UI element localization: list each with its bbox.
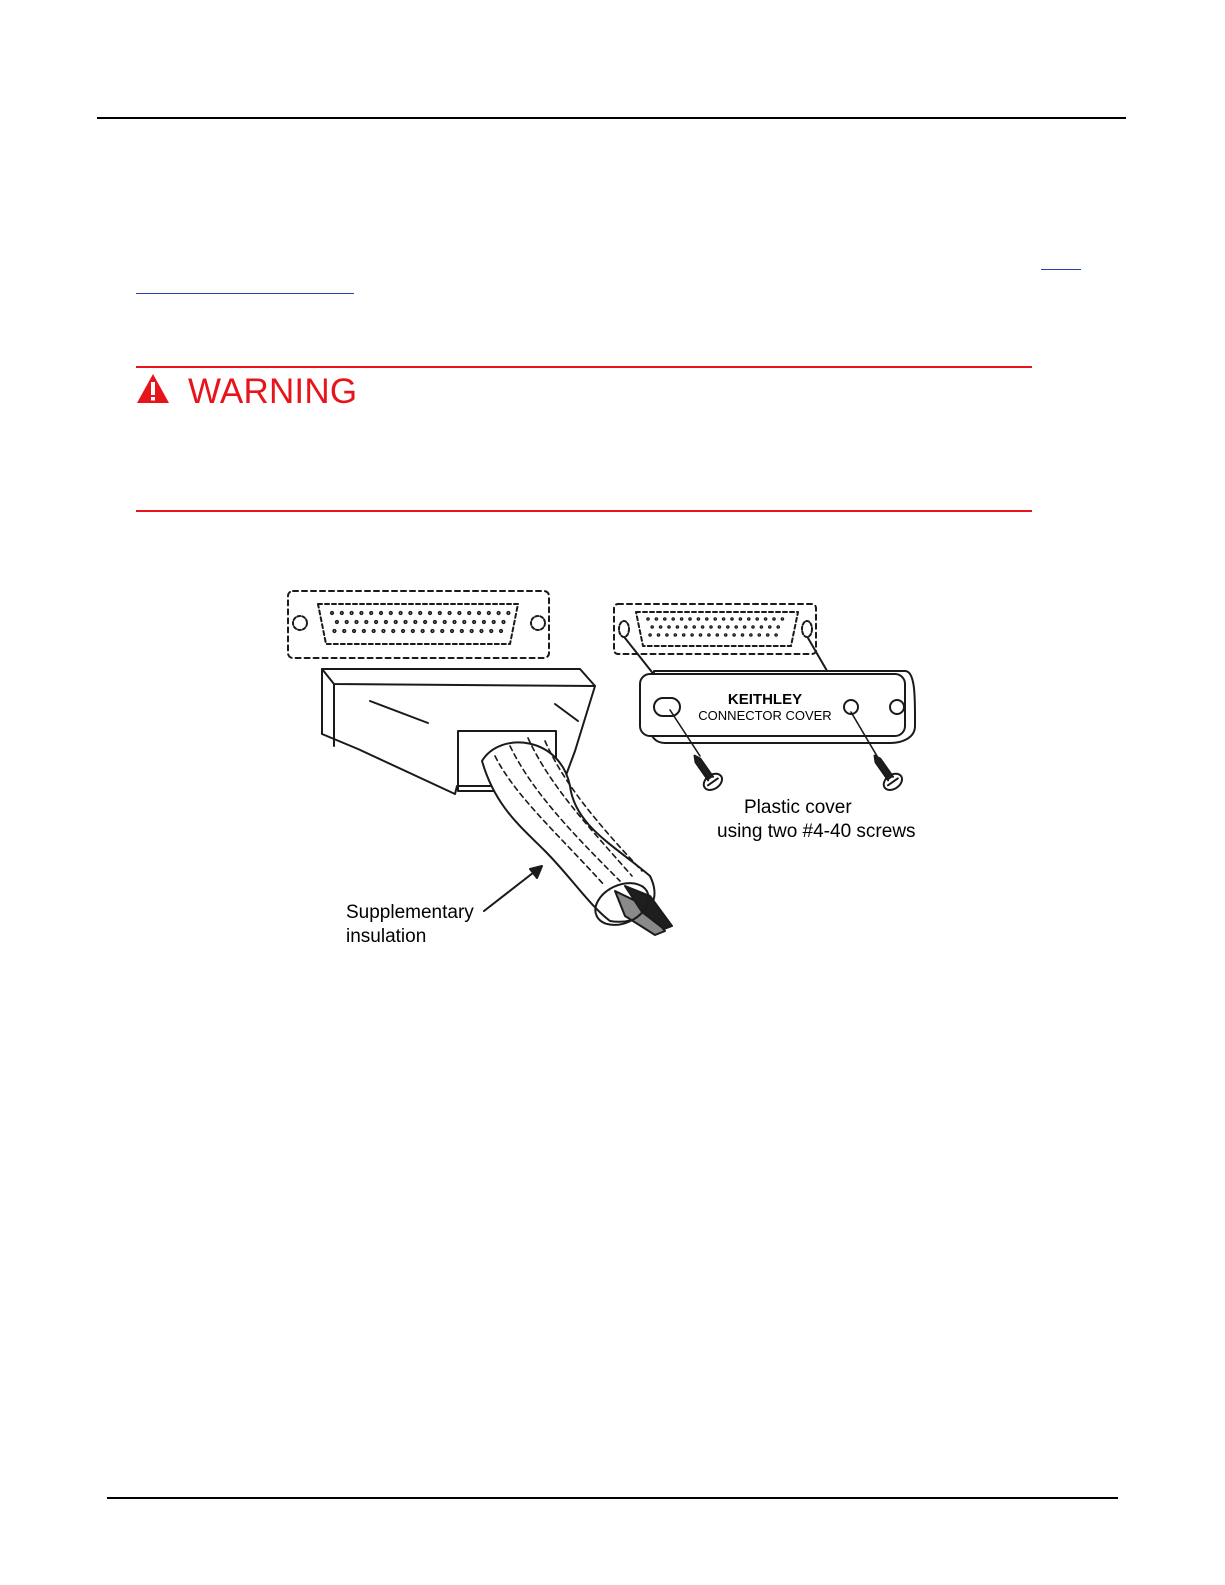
connector-pin	[365, 621, 368, 624]
connector-pin	[731, 618, 733, 620]
connector-pin	[441, 630, 444, 633]
connector-pin	[657, 634, 659, 636]
connector-pin	[360, 612, 363, 615]
connector-pin	[727, 626, 729, 628]
left-body-top-edge	[322, 669, 595, 686]
connector-pin	[691, 634, 693, 636]
connector-pin	[333, 630, 336, 633]
connector-pin	[750, 634, 752, 636]
connector-pin	[718, 626, 720, 628]
connector-pin	[478, 612, 481, 615]
connector-pin	[685, 626, 687, 628]
connector-pin	[353, 630, 356, 633]
cover-caption-text: CONNECTOR COVER	[698, 708, 832, 723]
right-mount-hole-left	[619, 621, 629, 637]
warning-heading	[136, 373, 357, 409]
warning-triangle-icon	[136, 373, 170, 409]
right-guide-line-left	[625, 638, 655, 676]
left-body-highlight-1	[370, 701, 428, 723]
left-body-highlight-2	[555, 704, 578, 721]
connector-pin	[448, 612, 451, 615]
connector-pin	[497, 612, 500, 615]
connector-pin	[409, 612, 412, 615]
connector-pin	[758, 634, 760, 636]
connector-pin	[470, 630, 473, 633]
screw-left-icon	[686, 750, 725, 793]
connector-pin	[402, 630, 405, 633]
connector-pin	[380, 612, 383, 615]
connector-pin	[702, 626, 704, 628]
connector-pin	[336, 621, 339, 624]
connector-pin	[683, 634, 685, 636]
connector-pin	[488, 612, 491, 615]
connector-pin	[350, 612, 353, 615]
connector-pin	[689, 618, 691, 620]
connector-pin	[716, 634, 718, 636]
insulation-arrow-line	[484, 869, 538, 911]
connector-pin	[735, 626, 737, 628]
plastic-cover-label-line2: using two #4-40 screws	[717, 821, 916, 842]
warning-bottom-rule	[136, 510, 1032, 512]
left-pin-field	[331, 612, 510, 633]
connector-pin	[676, 626, 678, 628]
connector-pin	[370, 612, 373, 615]
connector-pin	[660, 626, 662, 628]
connector-pin	[714, 618, 716, 620]
connector-pin	[699, 634, 701, 636]
connector-pin	[473, 621, 476, 624]
connector-pin	[781, 618, 783, 620]
connector-pin	[461, 630, 464, 633]
connector-pin	[414, 621, 417, 624]
left-mount-hole-right	[531, 616, 545, 630]
connector-pin	[343, 630, 346, 633]
connector-pin	[674, 634, 676, 636]
right-mount-hole-right	[802, 621, 812, 637]
connector-pin	[697, 618, 699, 620]
connector-pin	[647, 618, 649, 620]
connector-pin	[341, 612, 344, 615]
connector-pin	[765, 618, 767, 620]
connector-pin	[390, 612, 393, 615]
warning-title: WARNING	[188, 371, 358, 411]
cover-brand-text: KEITHLEY	[727, 691, 803, 708]
connector-pin	[706, 618, 708, 620]
connector-pin	[752, 626, 754, 628]
connector-pin	[666, 634, 668, 636]
connector-pin	[748, 618, 750, 620]
connector-pin	[651, 626, 653, 628]
connector-pin	[443, 621, 446, 624]
connector-pin	[429, 612, 432, 615]
connector-pin	[394, 621, 397, 624]
connector-pin	[399, 612, 402, 615]
connector-pin	[502, 621, 505, 624]
connector-pin	[492, 621, 495, 624]
connector-pin	[331, 612, 334, 615]
right-dsub-shell	[636, 612, 798, 646]
connector-pin	[419, 612, 422, 615]
connector-pin	[412, 630, 415, 633]
connector-pin	[681, 618, 683, 620]
connector-pin	[483, 621, 486, 624]
connector-pin	[434, 621, 437, 624]
connector-pin	[451, 630, 454, 633]
connector-pin	[385, 621, 388, 624]
connector-cover-figure	[270, 586, 960, 966]
connector-pin	[468, 612, 471, 615]
connector-pin	[345, 621, 348, 624]
connector-pin	[756, 618, 758, 620]
connector-pin	[507, 612, 510, 615]
insulation-label-line2: insulation	[346, 926, 427, 947]
connector-pin	[424, 621, 427, 624]
connector-pin	[723, 618, 725, 620]
connector-pin	[744, 626, 746, 628]
right-pin-field	[647, 618, 784, 636]
connector-pin	[649, 634, 651, 636]
connector-pin	[453, 621, 456, 624]
connector-pin	[372, 630, 375, 633]
connector-pin	[769, 626, 771, 628]
connector-pin	[775, 634, 777, 636]
connector-pin	[363, 630, 366, 633]
plastic-cover-label-line1: Plastic cover	[744, 797, 852, 818]
connector-pin	[668, 626, 670, 628]
connector-pin	[392, 630, 395, 633]
link-underline-fragment-left[interactable]	[136, 293, 354, 294]
connector-pin	[710, 626, 712, 628]
connector-pin	[439, 612, 442, 615]
connector-pin	[733, 634, 735, 636]
connector-pin	[458, 612, 461, 615]
footer-rule	[107, 1497, 1118, 1499]
connector-pin	[375, 621, 378, 624]
connector-pin	[693, 626, 695, 628]
connector-pin	[773, 618, 775, 620]
left-mount-hole-left	[293, 616, 307, 630]
connector-pin	[655, 618, 657, 620]
connector-pin	[672, 618, 674, 620]
connector-pin	[404, 621, 407, 624]
connector-pin	[463, 621, 466, 624]
connector-pin	[739, 618, 741, 620]
connector-pin	[760, 626, 762, 628]
connector-pin	[767, 634, 769, 636]
connector-pin	[725, 634, 727, 636]
warning-top-rule	[136, 366, 1032, 368]
connector-pin	[490, 630, 493, 633]
screw-right-icon	[866, 750, 905, 793]
connector-pin	[480, 630, 483, 633]
header-rule	[97, 117, 1126, 119]
connector-pin	[355, 621, 358, 624]
connector-pin	[741, 634, 743, 636]
insulation-arrow-head	[530, 866, 542, 878]
connector-pin	[777, 626, 779, 628]
connector-pin	[431, 630, 434, 633]
insulation-label-line1: Supplementary	[346, 902, 474, 923]
connector-pin	[382, 630, 385, 633]
link-underline-fragment-right[interactable]	[1041, 269, 1081, 270]
connector-pin	[421, 630, 424, 633]
connector-pin	[500, 630, 503, 633]
connector-pin	[708, 634, 710, 636]
left-panel-outline	[288, 591, 549, 658]
connector-pin	[664, 618, 666, 620]
left-dsub-shell	[318, 604, 518, 644]
